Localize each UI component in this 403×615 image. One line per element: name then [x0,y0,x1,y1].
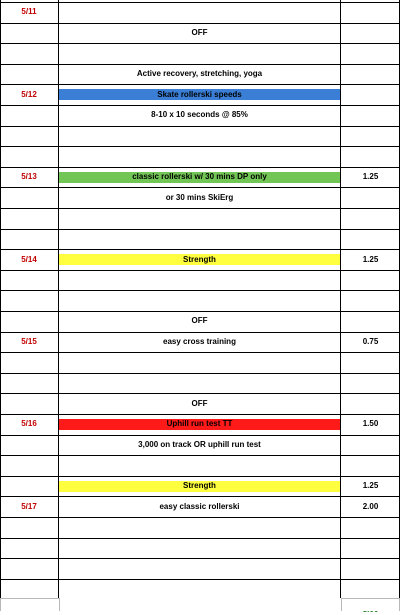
grid-line-row [0,146,400,147]
grid-line-row [0,455,400,456]
grid-line-row [0,290,400,291]
grid-line-activity-col [340,0,341,598]
grid-line-row [0,311,400,312]
grid-line-row [0,352,400,353]
day-date-cell[interactable]: 5/12 [21,90,37,99]
grid-line-row [0,517,400,518]
grid-line-row [0,249,400,250]
grid-line-row [0,167,400,168]
grid-line-row [0,64,400,65]
grid-line-row [0,43,400,44]
grid-line-right [399,0,400,598]
grid-line-row [0,476,400,477]
activity-cell[interactable]: OFF [191,316,208,325]
activity-cell[interactable]: Uphill run test TT [166,419,233,428]
hours-cell[interactable]: 1.25 [362,481,379,490]
day-date-cell[interactable]: 5/14 [21,255,37,264]
grid-line-row [0,579,400,580]
activity-cell[interactable]: Strength [183,481,216,490]
grid-line-row [0,414,400,415]
day-date-cell[interactable]: 5/16 [21,419,37,428]
activity-cell[interactable]: Skate rollerski speeds [157,90,242,99]
day-date-cell[interactable]: 5/11 [21,7,37,16]
grid-line-row [0,84,400,85]
grid-line-row [0,558,400,559]
grid-line-row [0,373,400,374]
hours-cell[interactable]: 1.25 [362,255,379,264]
activity-cell[interactable]: OFF [191,399,208,408]
grid-line-row [0,126,400,127]
grid-line-row [0,496,400,497]
activity-cell[interactable]: 3,000 on track OR uphill run test [138,440,261,449]
activity-cell[interactable]: OFF [191,28,208,37]
activity-cell[interactable]: or 30 mins SkiErg [165,193,234,202]
activity-cell[interactable]: 8-10 x 10 seconds @ 85% [151,110,248,119]
grid-line-row [0,187,400,188]
day-date-cell[interactable]: 5/17 [21,502,37,511]
grid-line-row [0,270,400,271]
grid-line-row [0,538,400,539]
sheet-tab-1[interactable] [0,598,60,611]
hours-cell[interactable]: 1.25 [362,172,379,181]
grid-line-row [0,105,400,106]
activity-cell[interactable]: classic rollerski w/ 30 mins DP only [132,172,267,181]
hours-cell[interactable]: 1.50 [362,419,379,428]
grid-line-row [0,23,400,24]
activity-cell[interactable]: easy cross training [163,337,236,346]
grid-line-row [0,229,400,230]
day-date-cell[interactable]: 5/15 [21,337,37,346]
grid-line-row [0,435,400,436]
activity-cell[interactable]: easy classic rollerski [159,502,240,511]
grid-line-row [0,393,400,394]
grid-line-row [0,332,400,333]
grid-line-row [0,208,400,209]
sheet-tab-2[interactable] [341,598,400,611]
grid-line-row [0,2,400,3]
day-date-cell[interactable]: 5/13 [21,172,37,181]
activity-cell[interactable]: Strength [183,255,216,264]
activity-cell[interactable]: Active recovery, stretching, yoga [136,69,263,78]
hours-cell[interactable]: 2.00 [362,502,379,511]
hours-cell[interactable]: 0.75 [362,337,379,346]
